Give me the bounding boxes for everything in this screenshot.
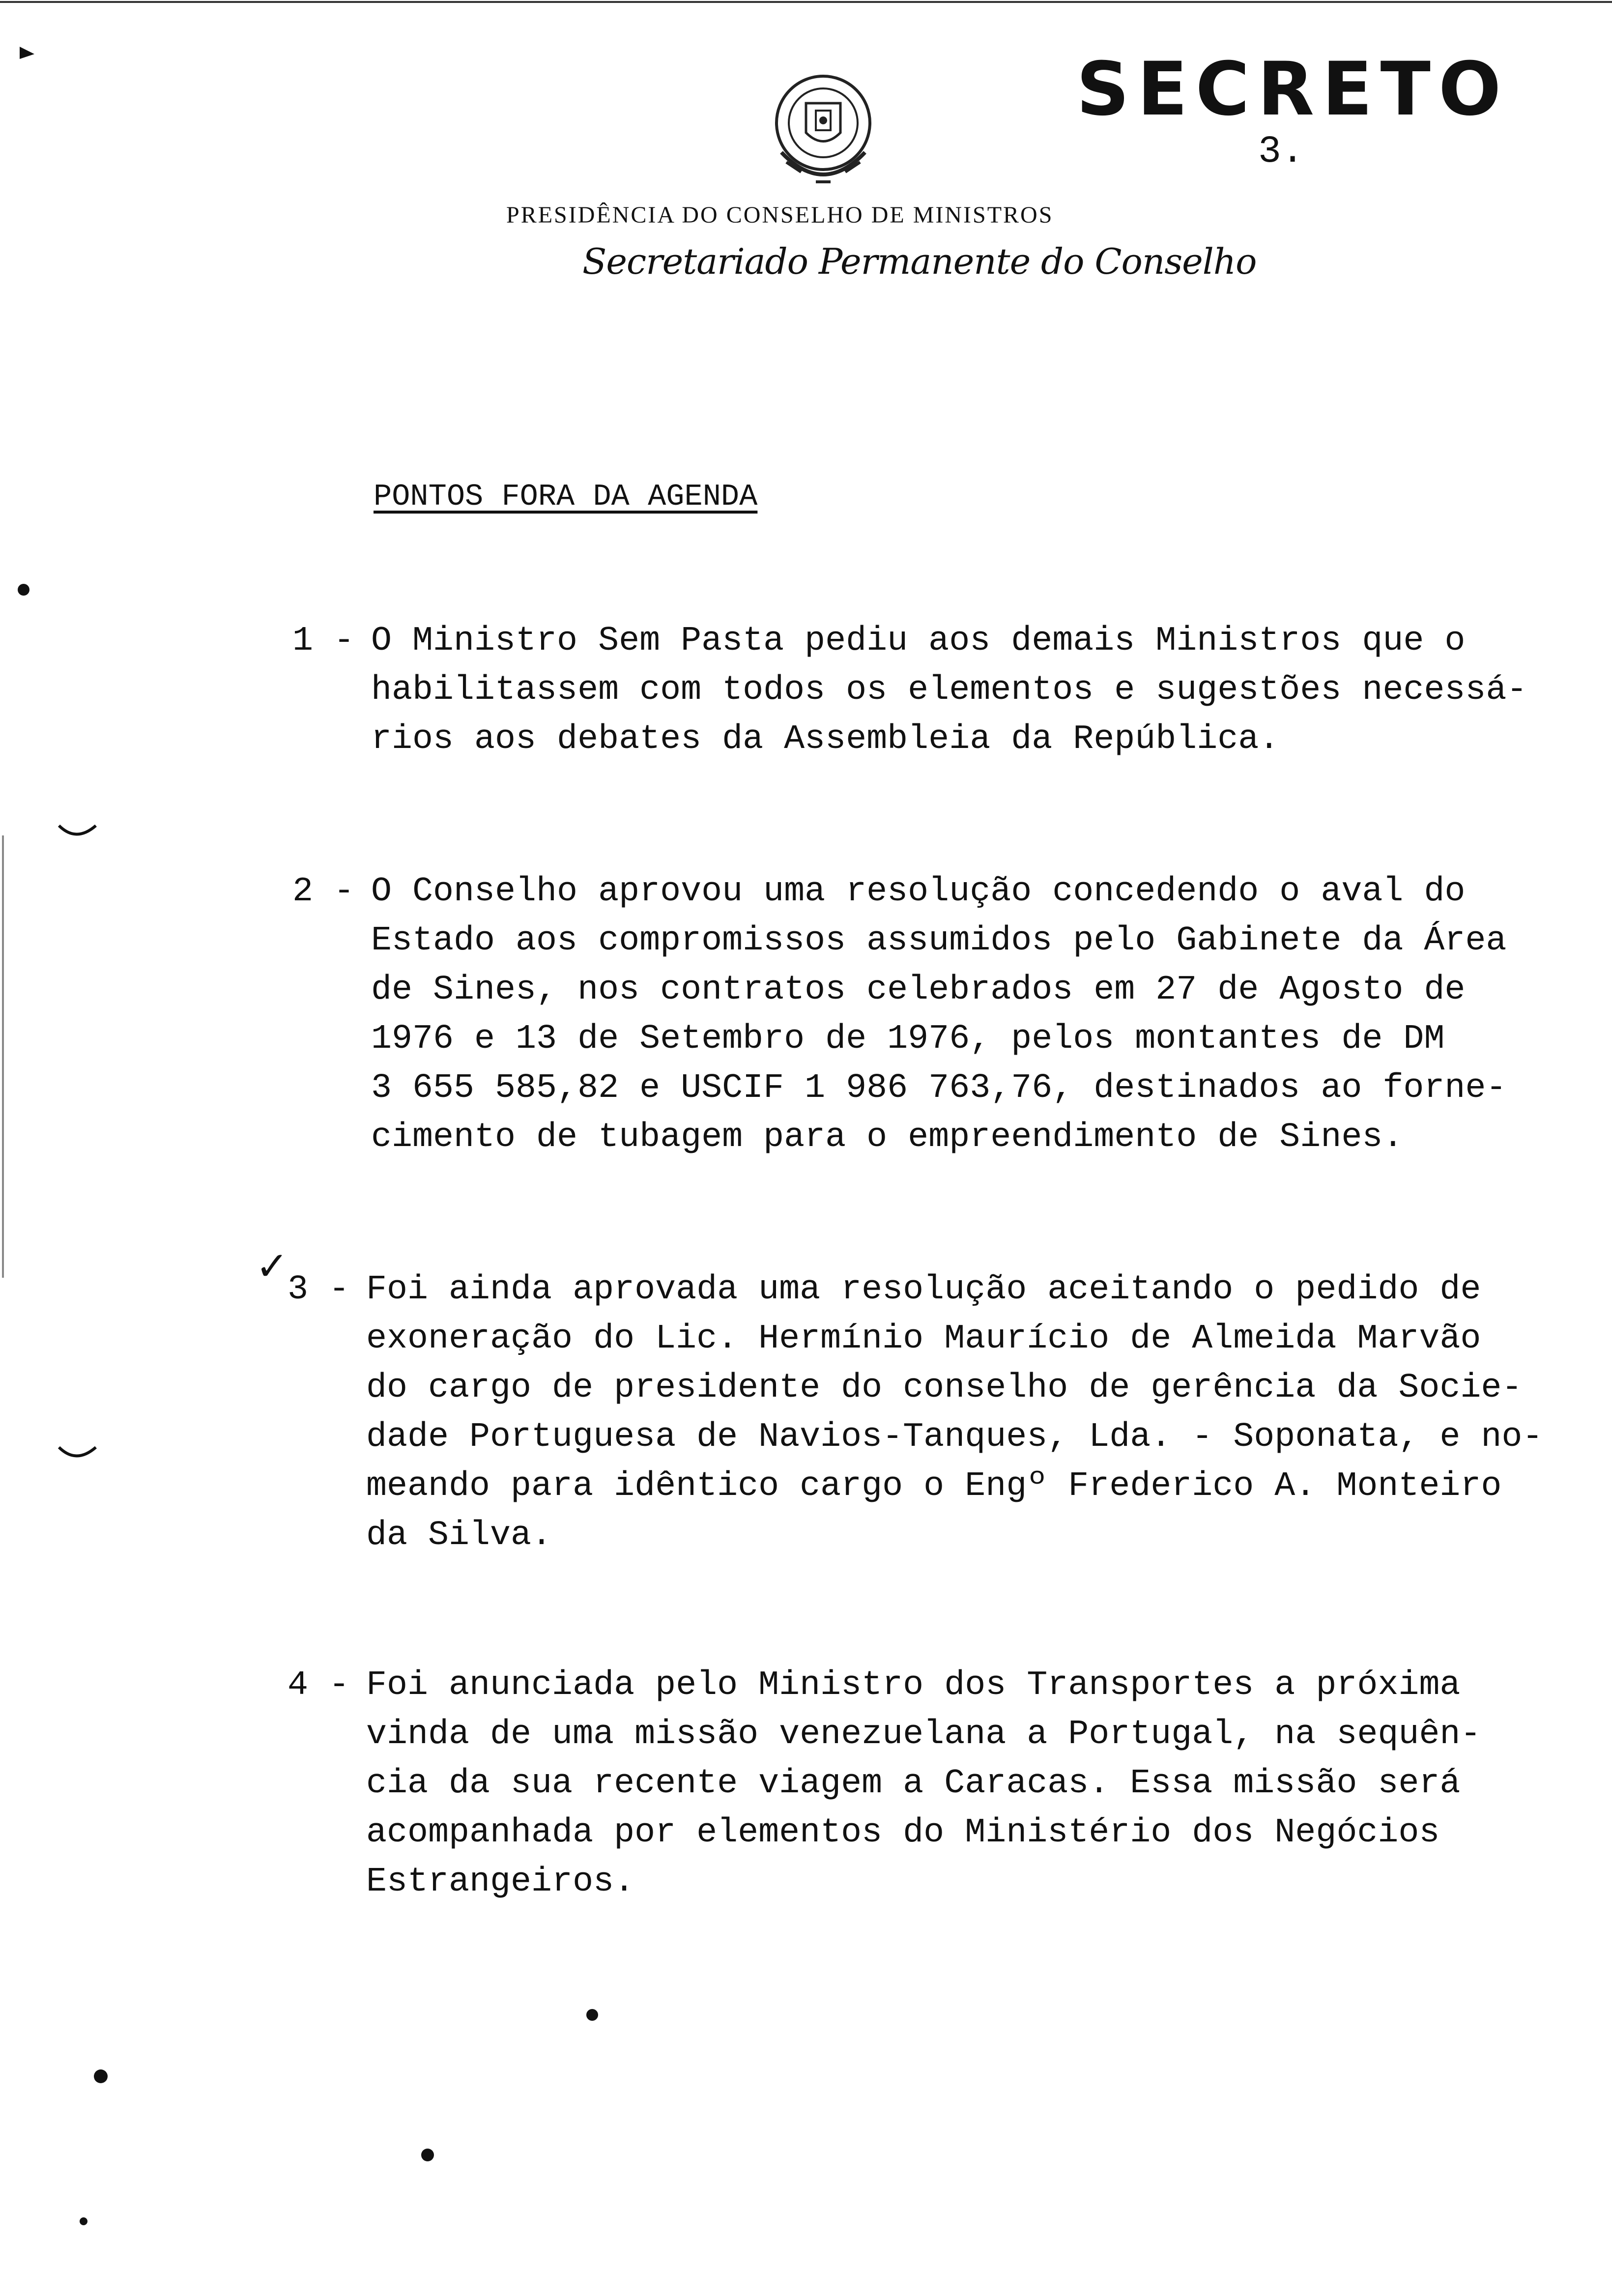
section-heading: PONTOS FORA DA AGENDA [374, 479, 758, 514]
item-text-line: cimento de tubagem para o empreendimento de Sines. [371, 1118, 1404, 1157]
punch-mark [59, 826, 96, 834]
item-number: 3 - [288, 1270, 350, 1309]
item-text-line: Foi anunciada pelo Ministro dos Transportes a próxima [366, 1666, 1461, 1705]
item-text-line: Estrangeiros. [366, 1863, 635, 1901]
item-text-line: habilitassem com todos os elementos e sugestões necessá- [371, 671, 1527, 710]
punch-mark [94, 2069, 108, 2083]
item-text-line: exoneração do Lic. Hermínio Maurício de Almeida Marvão [366, 1320, 1481, 1358]
item-text-line: cia da sua recente viagem a Caracas. Essa missão será [366, 1764, 1461, 1803]
punch-mark [80, 2217, 87, 2225]
item-number: 2 - [292, 872, 355, 911]
punch-mark [586, 2009, 598, 2021]
item-text-line: rios aos debates da Assembleia da República. [371, 720, 1280, 759]
item-text-line: 1976 e 13 de Setembro de 1976, pelos montantes de DM [371, 1020, 1445, 1059]
coat-of-arms-emblem [767, 69, 880, 197]
item-text-line: vinda de uma missão venezuelana a Portugal, na sequên- [366, 1715, 1481, 1754]
item-text-line: dade Portuguesa de Navios-Tanques, Lda. - Soponata, e no- [366, 1418, 1543, 1457]
handwritten-checkmark: ✓ [256, 1243, 289, 1289]
item-text-line: da Silva. [366, 1516, 552, 1555]
classification-stamp: SECRETO [1076, 47, 1509, 132]
item-number: 4 - [288, 1666, 350, 1705]
item-text-line: O Ministro Sem Pasta pediu aos demais Ministros que o [371, 622, 1466, 660]
item-text-line: do cargo de presidente do conselho de gerência da Socie- [366, 1369, 1523, 1407]
letterhead-subtitle: Secretariado Permanente do Conselho [582, 241, 1257, 282]
item-number: 1 - [292, 622, 355, 660]
item-text-line: de Sines, nos contratos celebrados em 27 de Agosto de [371, 971, 1466, 1009]
item-text-line: meando para idêntico cargo o Engº Frederico A. Monteiro [366, 1467, 1502, 1506]
item-text-line: 3 655 585,82 e USCIF 1 986 763,76, destinados ao forne- [371, 1069, 1507, 1108]
punch-mark [18, 584, 29, 596]
punch-mark [20, 47, 34, 59]
punch-mark [421, 2149, 434, 2161]
punch-mark [59, 1447, 96, 1456]
item-text-line: Foi ainda aprovada uma resolução aceitando o pedido de [366, 1270, 1481, 1309]
item-text-line: Estado aos compromissos assumidos pelo Gabinete da Área [371, 921, 1507, 960]
page-number: 3. [1258, 130, 1304, 173]
letterhead-title: PRESIDÊNCIA DO CONSELHO DE MINISTROS [506, 202, 1054, 228]
item-text-line: O Conselho aprovou uma resolução concedendo o aval do [371, 872, 1466, 911]
item-text-line: acompanhada por elementos do Ministério dos Negócios [366, 1813, 1440, 1852]
